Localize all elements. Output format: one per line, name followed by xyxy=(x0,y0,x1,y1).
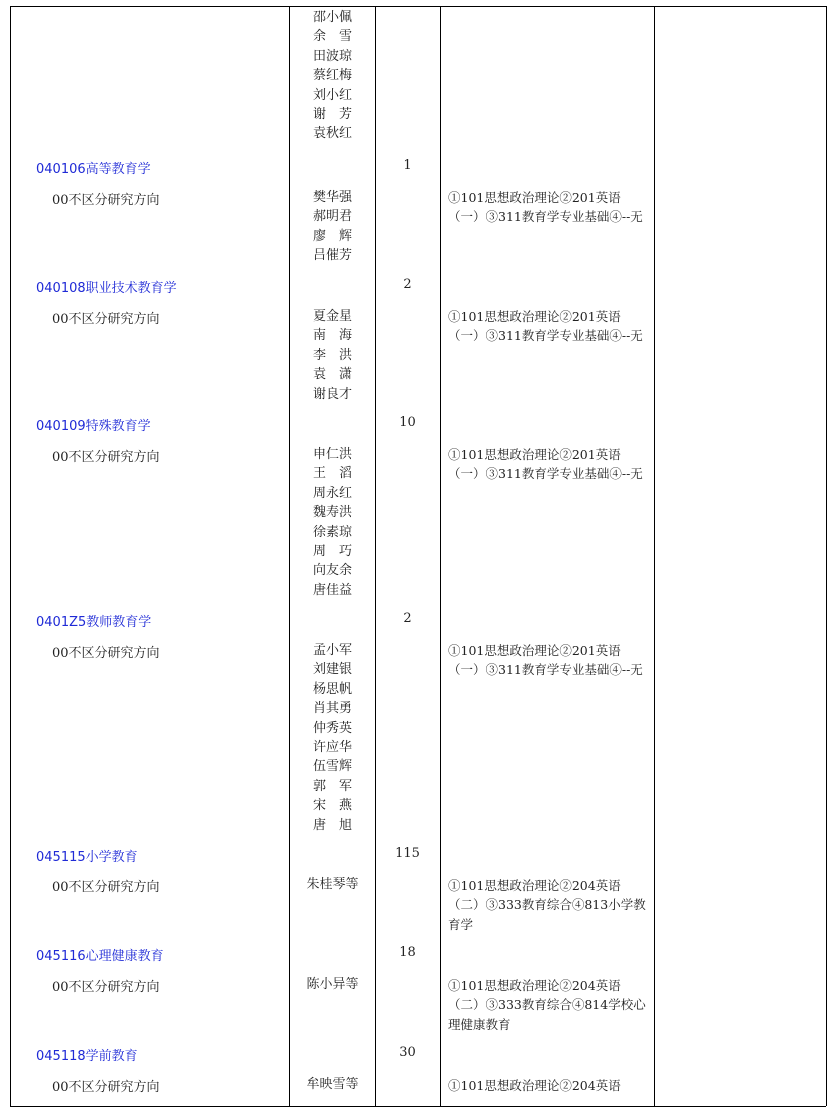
major-title[interactable]: 040106高等教育学 xyxy=(36,162,151,177)
tutor-name: 田波琼 xyxy=(312,48,352,64)
tutor-name: 郭 军 xyxy=(312,778,352,794)
enrollment-count: 2 xyxy=(403,277,412,292)
tutor-name: 南 海 xyxy=(312,328,352,344)
tutor-name: 吕催芳 xyxy=(312,248,352,264)
tutor-list xyxy=(290,875,375,894)
tutor-name: 许应华 xyxy=(312,740,352,756)
research-direction: 00不区分研究方向 xyxy=(52,980,160,995)
tutor-name: 王 滔 xyxy=(312,466,352,482)
tutor-name: 仲秀英 xyxy=(312,720,352,736)
column-divider xyxy=(826,6,827,1106)
research-direction: 00不区分研究方向 xyxy=(52,312,160,327)
tutor-name: 余 雪 xyxy=(312,29,352,45)
tutor-name: 周永红 xyxy=(312,485,352,501)
tutor-name: 李 洪 xyxy=(312,347,352,363)
exam-subjects: ①101思想政治理论②204英语（二）③333教育综合④813小学教育学 xyxy=(448,878,646,932)
exam-subjects: ①101思想政治理论②204英语 xyxy=(448,1078,621,1093)
research-direction: 00不区分研究方向 xyxy=(52,450,160,465)
tutor-name: 樊华强 xyxy=(312,190,352,205)
tutor-name: 唐佳益 xyxy=(312,582,352,598)
research-direction: 00不区分研究方向 xyxy=(52,880,160,895)
tutor-name: 唐 旭 xyxy=(312,817,352,833)
tutor-name: 周 巧 xyxy=(312,544,352,560)
tutor-name: 伍雪辉 xyxy=(312,759,352,775)
tutor-name: 郝明君 xyxy=(312,209,352,225)
tutor-name: 向友余 xyxy=(312,563,352,579)
tutor-name: 孟小军 xyxy=(312,643,352,658)
column-divider xyxy=(10,6,11,1106)
tutor-name: 申仁洪 xyxy=(312,447,352,462)
enrollment-count: 30 xyxy=(399,1045,416,1060)
major-title[interactable]: 045118学前教育 xyxy=(36,1049,138,1064)
tutor-list xyxy=(290,641,375,835)
table-bottom-border xyxy=(10,1106,826,1107)
tutor-name: 陈小异等 xyxy=(306,977,359,992)
tutor-name: 袁秋红 xyxy=(312,126,352,142)
tutor-name: 杨思帆 xyxy=(312,681,352,697)
enrollment-count: 10 xyxy=(399,415,416,430)
tutor-name: 谢良才 xyxy=(312,386,352,402)
tutor-name: 谢 芳 xyxy=(312,107,352,123)
exam-subjects: ①101思想政治理论②201英语（一）③311教育学专业基础④--无 xyxy=(448,190,643,225)
tutor-list xyxy=(290,975,375,994)
tutor-list xyxy=(290,445,375,600)
exam-subjects: ①101思想政治理论②201英语（一）③311教育学专业基础④--无 xyxy=(448,447,643,482)
table-top-border xyxy=(10,6,826,7)
tutor-name: 邵小佩 xyxy=(312,10,352,25)
tutor-name: 魏寿洪 xyxy=(312,505,352,521)
tutor-name: 牟映雪等 xyxy=(306,1077,359,1092)
tutor-name: 朱桂琴等 xyxy=(306,877,359,892)
research-direction: 00不区分研究方向 xyxy=(52,193,160,208)
enrollment-count: 18 xyxy=(399,945,416,960)
major-title[interactable]: 0401Z5教师教育学 xyxy=(36,615,152,630)
tutor-name: 肖其勇 xyxy=(312,701,352,717)
tutor-name: 刘小红 xyxy=(312,87,352,103)
enrollment-count: 2 xyxy=(403,611,412,626)
major-title[interactable]: 040108职业技术教育学 xyxy=(36,281,177,296)
tutor-name: 宋 燕 xyxy=(312,798,352,814)
tutor-name: 刘建银 xyxy=(312,662,352,678)
tutor-name: 袁 潇 xyxy=(312,367,352,383)
tutor-name: 廖 辉 xyxy=(312,228,352,244)
tutor-list-continued xyxy=(290,8,375,144)
research-direction: 00不区分研究方向 xyxy=(52,646,160,661)
major-title[interactable]: 045115小学教育 xyxy=(36,850,138,865)
tutor-name: 徐素琼 xyxy=(312,524,352,540)
major-title[interactable]: 045116心理健康教育 xyxy=(36,949,164,964)
exam-subjects: ①101思想政治理论②204英语（二）③333教育综合④814学校心理健康教育 xyxy=(448,978,646,1032)
enrollment-count: 1 xyxy=(403,158,412,173)
tutor-list xyxy=(290,307,375,404)
tutor-name: 蔡红梅 xyxy=(312,68,352,84)
exam-subjects: ①101思想政治理论②201英语（一）③311教育学专业基础④--无 xyxy=(448,643,643,678)
tutor-list xyxy=(290,1075,375,1094)
tutor-name: 夏金星 xyxy=(312,309,352,324)
research-direction: 00不区分研究方向 xyxy=(52,1080,160,1095)
major-title[interactable]: 040109特殊教育学 xyxy=(36,419,151,434)
exam-subjects: ①101思想政治理论②201英语（一）③311教育学专业基础④--无 xyxy=(448,309,643,344)
column-divider xyxy=(654,6,655,1106)
tutor-list xyxy=(290,188,375,266)
column-divider xyxy=(440,6,441,1106)
enrollment-count: 115 xyxy=(395,846,420,861)
